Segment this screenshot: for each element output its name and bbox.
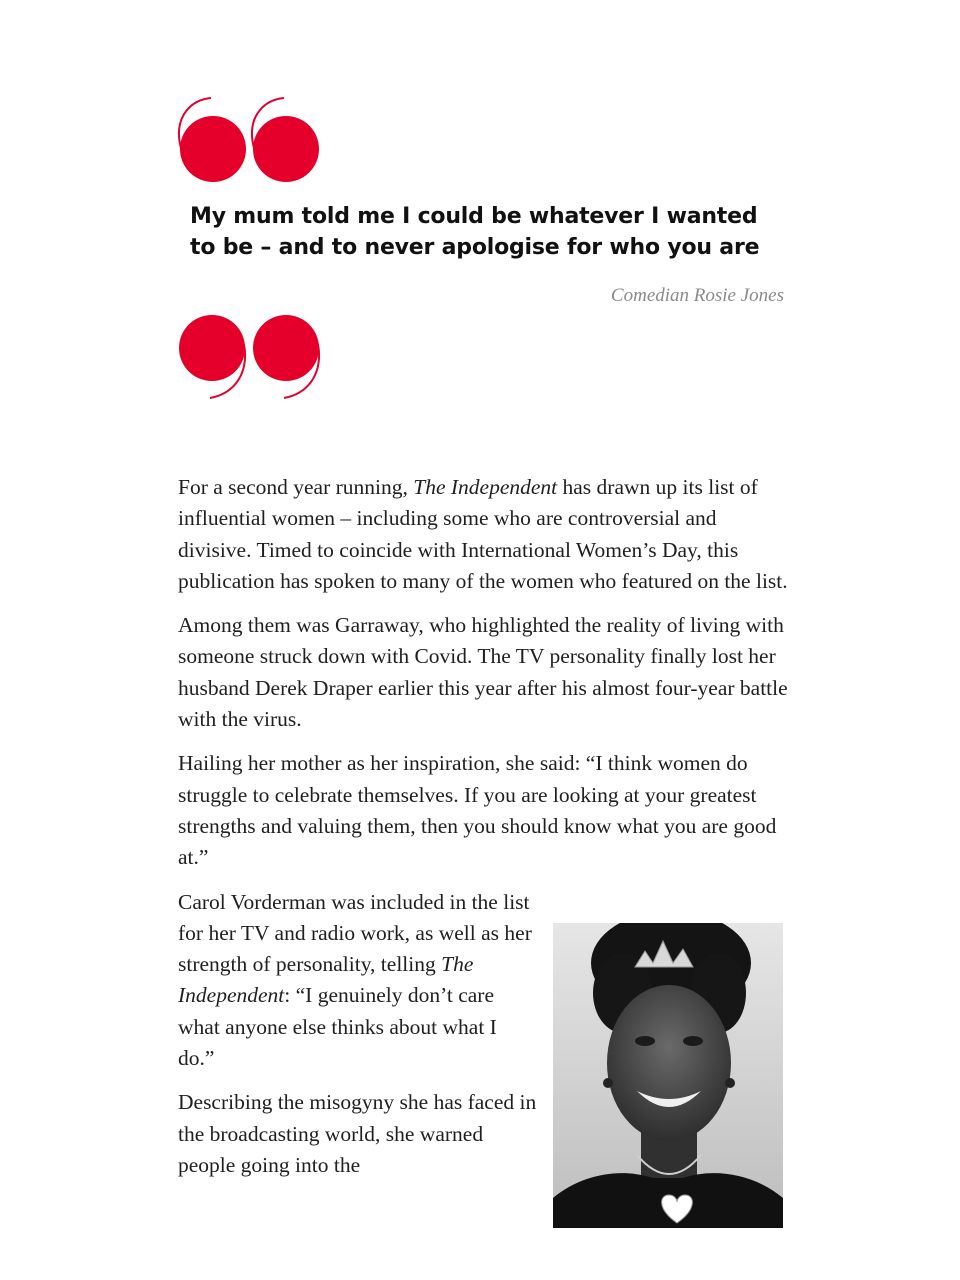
portrait-photo [553, 923, 783, 1228]
photo-caption-cutoff [553, 1240, 763, 1244]
publication-name-2: The Independent [178, 952, 474, 1008]
paragraph-3: Hailing her mother as her inspiration, she said: “I think women do struggle to celebrate themselves. If you are looking at your greatest strengths and valuing them, then you should know what you are good at.” [178, 751, 777, 870]
paragraph-5: Describing the misogyny she has faced in the broadcasting world, she warned people going into the [178, 1090, 537, 1177]
paragraph-4 [178, 887, 538, 1075]
paragraph-1 [178, 472, 790, 597]
paragraph-4-start: Carol Vorderman was included in the list for her TV and radio work, as well as her strength of personality, telling [178, 889, 532, 977]
open-quote-icon [176, 96, 326, 186]
close-quote-icon [176, 312, 326, 402]
pull-quote-text: My mum told me I could be whatever I wanted to be – and to never apologise for who you are [190, 204, 760, 260]
paragraph-2: Among them was Garraway, who highlighted the reality of living with someone struck down with Covid. The TV personality finally lost her husband Derek Draper earlier this year after his almost four-year battle with the virus. [178, 613, 788, 732]
wrap-text [178, 887, 538, 1182]
paragraph-1-end: has drawn up its list of influential women – including some who are controversial and divisive. Timed to coincide with International Women’s Day, this publication has spoken to many of the women who featured on the list. [178, 475, 788, 593]
publication-name: The Independent [413, 475, 558, 499]
paragraph-4-end: : “I genuinely don’t care what anyone else thinks about what I do.” [178, 983, 497, 1071]
paragraph-1-start: For a second year running, [178, 475, 414, 499]
quote-attribution: Comedian Rosie Jones [610, 285, 784, 306]
